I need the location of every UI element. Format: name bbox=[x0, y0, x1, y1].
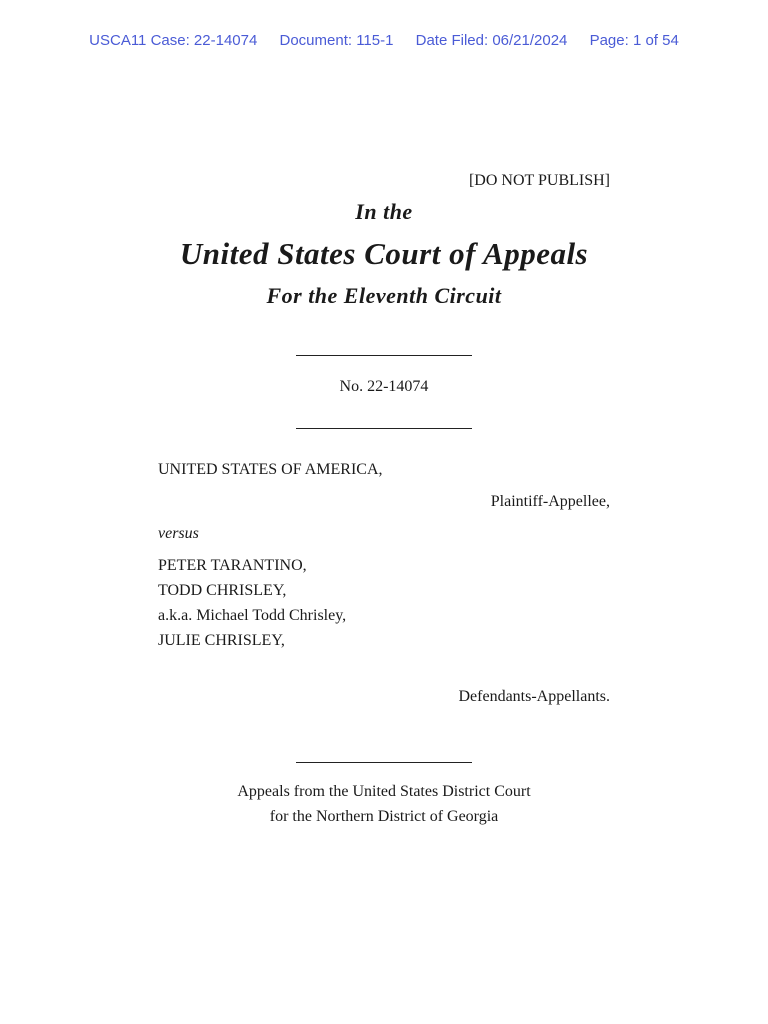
defendant-role: Defendants-Appellants. bbox=[458, 688, 610, 705]
appeal-origin-line1: Appeals from the United States District Court bbox=[237, 783, 531, 800]
appeal-origin-line2: for the Northern District of Georgia bbox=[269, 808, 499, 825]
divider-middle bbox=[296, 428, 472, 429]
publish-notice: [DO NOT PUBLISH] bbox=[468, 172, 610, 189]
header-date-filed: Date Filed: 06/21/2024 bbox=[415, 32, 568, 49]
court-circuit: For the Eleventh Circuit bbox=[266, 283, 502, 308]
plaintiff-name: UNITED STATES OF AMERICA, bbox=[158, 461, 383, 478]
divider-top bbox=[296, 355, 472, 356]
court-in-the: In the bbox=[355, 199, 413, 224]
plaintiff-role: Plaintiff-Appellee, bbox=[490, 493, 610, 510]
court-name: United States Court of Appeals bbox=[179, 236, 589, 271]
header-document: Document: 115-1 bbox=[279, 32, 394, 49]
header-case: USCA11 Case: 22-14074 bbox=[89, 32, 258, 49]
defendant-line: a.k.a. Michael Todd Chrisley, bbox=[158, 607, 347, 624]
defendant-line: JULIE CHRISLEY, bbox=[158, 632, 285, 649]
defendant-line: TODD CHRISLEY, bbox=[158, 582, 287, 599]
filing-header bbox=[0, 32, 768, 49]
divider-bottom bbox=[296, 762, 472, 763]
defendant-line: PETER TARANTINO, bbox=[158, 557, 307, 574]
case-number: No. 22-14074 bbox=[339, 378, 429, 395]
versus-label: versus bbox=[158, 525, 199, 542]
header-page: Page: 1 of 54 bbox=[589, 32, 679, 49]
